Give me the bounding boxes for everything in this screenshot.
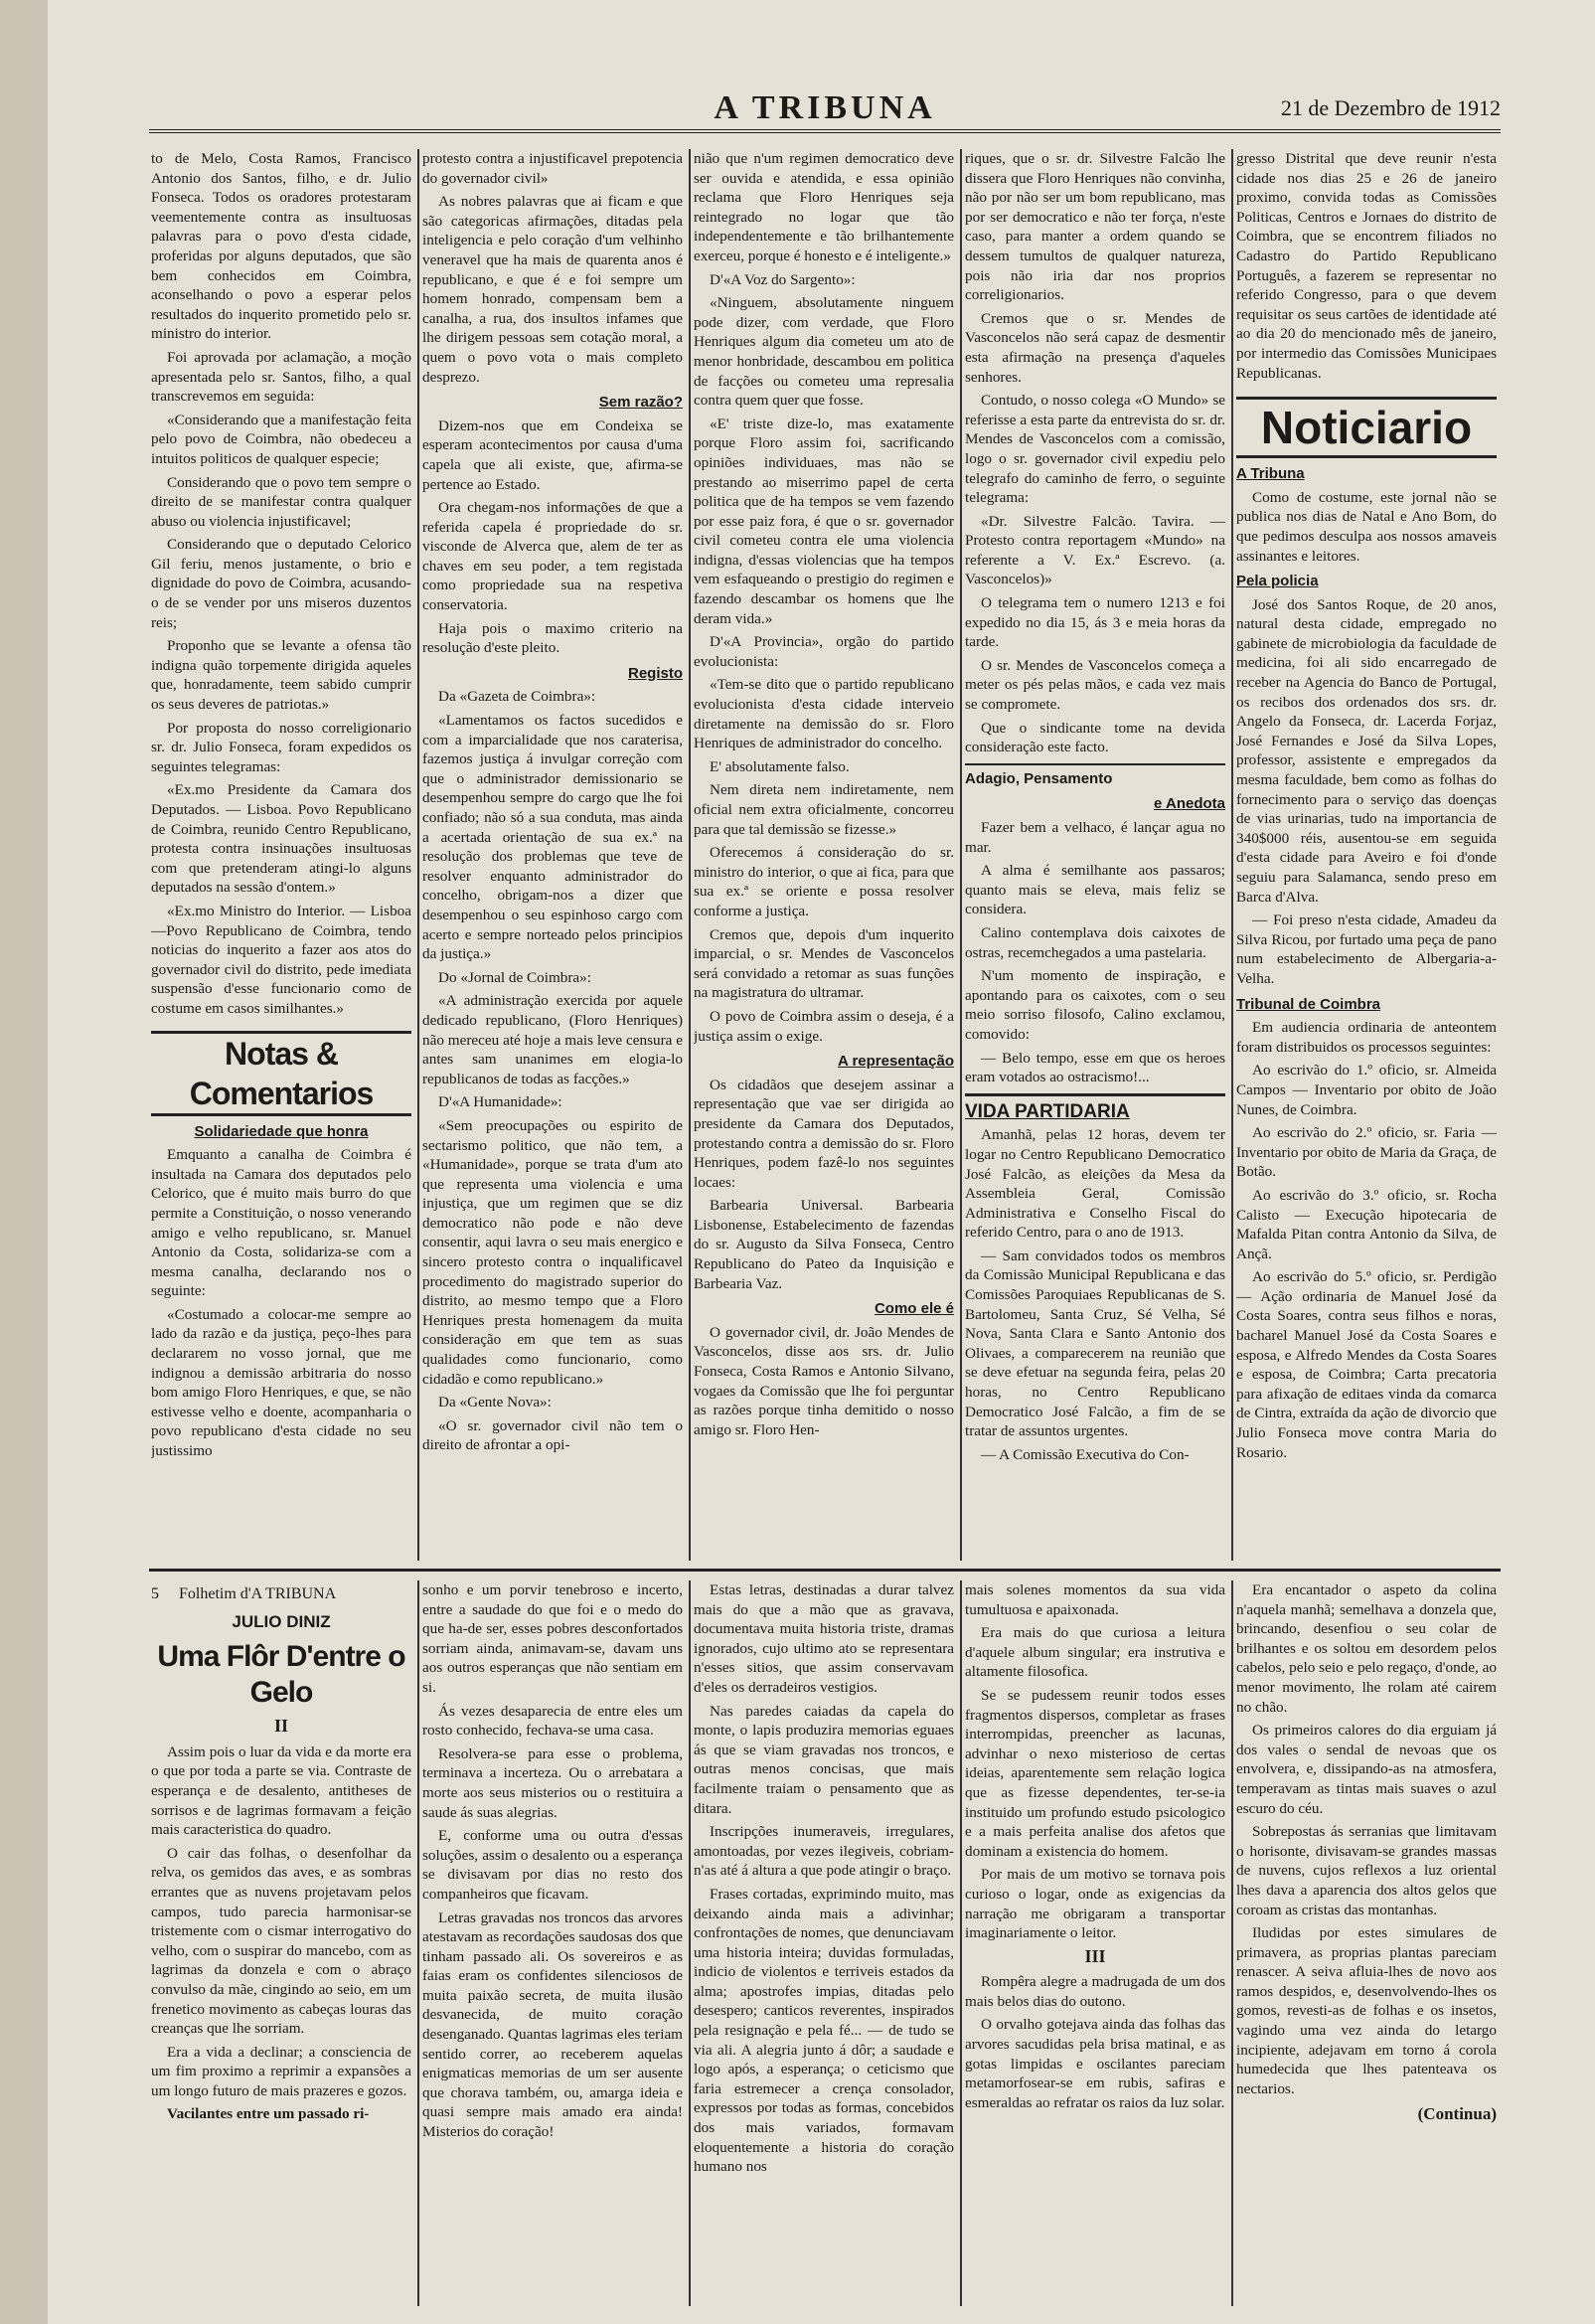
paragraph: Cremos que o sr. Mendes de Vasconcelos não será capaz de desmentir esta afirmação na presença d'aqueles senhores. <box>965 309 1225 386</box>
article-heading: Como ele é <box>874 1300 954 1318</box>
paragraph: Ás vezes desaparecia de entre eles um rosto conhecido, fechava-se uma casa. <box>422 1702 683 1740</box>
paragraph: nião que n'um regimen democratico deve ser ouvida e atendida, e essa opinião reclama que Floro Henriques seja reintegrado no logar que tão independentemente e tão brilhantemente exerceu, porque é honesto e é inteligente.» <box>694 150 954 264</box>
paragraph: «Dr. Silvestre Falcão. Tavira. — Protesto contra reportagem «Mundo» na referente a V. Ex.ª Escrevo. (a. Vasconcelos)» <box>965 512 1225 588</box>
paragraph: «Costumado a colocar-me sempre ao lado da razão e da justiça, peço-lhes para declararem no vosso jornal, que me indignou a demissão arbitraria do nosso bom amigo Floro Henriques, e que, se não estivesse velho e doente, acompanharia o povo republicano d'esta cidade no seu justissimo <box>151 1305 411 1460</box>
paragraph: Era mais do que curiosa a leitura d'aquele album singular; era instrutiva e altamente filosofica. <box>965 1624 1225 1681</box>
paragraph: gresso Distrital que deve reunir n'esta cidade nos dias 25 e 26 de janeiro proximo, convida todas as Comissões Politicas, Centros e Jornaes do distrito de Coimbra, que se encontrem filiados no Cadastro do Partido Republicano Português, a fazerem se representar no referido Congresso, para o que devem requisitar os seus cartões de identidade até ao dia 20 do mencionado mês de janeiro, por intermedio das Comissões Municipaes Republicanas. <box>1236 150 1497 382</box>
paragraph: Fazer bem a velhaco, é lançar agua no mar. <box>965 819 1225 856</box>
paragraph: Amanhã, pelas 12 horas, devem ter logar no Centro Republicano Democratico José Falcão, as eleições da Mesa da Assembleia Geral, Comissão Administrativa e Conselho Fiscal do referido Centro, para o ano de 1913. <box>965 1126 1225 1242</box>
paragraph: Os cidadãos que desejem assinar a representação que vae ser dirigida ao presidente da Camara dos Deputados, protestando contra a demissão do sr. Floro Henriques, podem fazê-lo nos seguintes locaes: <box>694 1076 954 1191</box>
paragraph: Haja pois o maximo criterio na resolução d'este pleito. <box>422 619 683 657</box>
column-rule <box>1231 149 1233 1561</box>
masthead <box>149 89 1501 133</box>
paragraph: Frases cortadas, exprimindo muito, mas deixando ainda mais a adivinhar; confrontações de nomes, que denunciavam uma historia inteira; duvidas formuladas, indicio de violentos e terriveis estados da alma; apostrofes impias, ditadas pelo desespero; canticos reverentes, inspirados pela resignação e pela fé... — de tudo se via ali. A alegria junto á dôr; a saudade e logo após, a esperança; o ceticismo que faria estremecer a crença consolador, expressos por todas as formas, concebidos dos mais variados, formavam eloquentemente a historia do coração humano nos <box>694 1885 954 2176</box>
paragraph: Do «Jornal de Coimbra»: <box>438 968 591 986</box>
article-heading: Registo <box>627 664 683 682</box>
column-2 <box>422 149 683 1561</box>
paragraph: Por mais de um motivo se tornava pois curioso o logar, onde as exigencias da narração me obrigaram a transportar imaginariamente o leitor. <box>965 1866 1225 1942</box>
paragraph: O governador civil, dr. João Mendes de Vasconcelos, disse aos srs. dr. Julio Fonseca, Costa Ramos e Antonio Silvano, vogaes da Comissão que lhe foi perguntar as razões porque tinha demitido o nosso amigo sr. Floro Hen- <box>694 1323 954 1438</box>
paragraph: «Ninguem, absolutamente ninguem pode dizer, com verdade, que Floro Henriques algum dia cometeu um ato de menor honbridade, descambou em politica de facções ou cometeu uma represalia contra quem quer que fosse. <box>694 294 954 410</box>
column-4 <box>965 149 1225 1561</box>
paragraph: «E' triste dize-lo, mas exatamente porque Floro assim foi, sacrificando opiniões individuaes, mas não se prestando ao miserrimo papel de certa politica que de ha tempos se vem fazendo por esse paiz fora, é que o sr. governador civil cometeu contra ele uma violencia indigna, d'essas violencias que ha tempos vem esfaqueando o prestigio do regimen e fazendo descambar os homens que lhe deram vida.» <box>694 415 954 627</box>
paragraph: Nem direta nem indiretamente, nem oficial nem extra oficialmente, concorreu para que tal demissão se fizesse.» <box>694 781 954 838</box>
column-rule <box>1231 1580 1233 2306</box>
column-5 <box>1236 149 1497 1561</box>
paragraph: Sobrepostas ás serranias que limitavam o horisonte, divisavam-se grandes massas de nuvens, cujos reflexos a luz oriental lhes dava a aparencia dos altos gelos que coroam as cristas das montanhas. <box>1236 1823 1497 1918</box>
paragraph: As nobres palavras que ai ficam e que são categoricas afirmações, ditadas pela inteligencia e pelo coração d'um velhinho veneravel que ha mais de quarenta anos é republicano, e que é e foi sempre um homem honrado, compensam bem a canalha, a rua, dos insultos infames que lhe dirigem pessoas sem cotação moral, a quem o povo vota o mais completo desprezo. <box>422 193 683 386</box>
column-rule <box>689 1580 691 2306</box>
article-heading: Sem razão? <box>598 394 683 412</box>
section-title: Noticiario <box>1236 397 1497 458</box>
paragraph: O sr. Mendes de Vasconcelos começa a meter os pés pelas mãos, e cada vez mais se compromete. <box>965 656 1225 714</box>
paragraph: — Belo tempo, esse em que os heroes eram votados ao ostracismo!... <box>965 1049 1225 1086</box>
paragraph: Como de costume, este jornal não se publica nos dias de Natal e Ano Bom, do que pedimos desculpa aos nossos amaveis assinantes e leitores. <box>1236 488 1497 565</box>
chapter-number: III <box>1084 1945 1106 1966</box>
article-heading: Tribunal de Coimbra <box>1236 995 1381 1013</box>
author: JULIO DINIZ <box>232 1611 331 1631</box>
section-title: Notas & Comentarios <box>151 1031 411 1116</box>
column-rule <box>417 1580 419 2306</box>
folhetim-column-3 <box>694 1580 954 2306</box>
page-edge <box>0 0 48 2324</box>
article-heading: VIDA PARTIDARIA <box>965 1093 1225 1122</box>
paragraph: O telegrama tem o numero 1213 e foi expedido no dia 15, ás 3 e meia horas da tarde. <box>965 594 1225 651</box>
folhetim-column-2 <box>422 1580 683 2306</box>
paragraph: Ora chegam-nos informações de que a referida capela é propriedade do sr. visconde de Alverca que, alem de ter as chaves em seu poder, a tem registada como propriedade sua na respetiva conservatoria. <box>422 499 683 614</box>
folhetim-divider <box>149 1569 1501 1572</box>
article-heading: Pela policia <box>1236 573 1319 590</box>
paragraph: Foi aprovada por aclamação, a moção apresentada pelo sr. Santos, filho, a qual transcrevemos em seguida: <box>151 348 411 406</box>
paragraph: Nas paredes caiadas da capela do monte, o lapis produzira memorias eguaes ás que se viam gravadas nos troncos, e outras menos concisas, que mais facilmente traiam o pensamento que as ditara. <box>694 1702 954 1817</box>
paragraph: to de Melo, Costa Ramos, Francisco Antonio dos Santos, filho, e dr. Julio Fonseca. Todos os oradores protestaram veementemente contra as insultuosas palavras para o povo d'esta cidade, proferidas por alguns deputados, que são bem conhecidos em Coimbra, aconselhando o povo a esperar pelos resultados do inquerito prometido pelo sr. ministro do interior. <box>151 150 411 343</box>
paragraph: D'«A Voz do Sargento»: <box>710 270 856 288</box>
paragraph: Assim pois o luar da vida e da morte era o que por toda a parte se via. Contraste de esperança e de desalento, antitheses de sorrisos e de lagrimas formavam a feição mais caracteristica do quadro. <box>151 1743 411 1839</box>
folhetim-number: 5 <box>151 1585 159 1602</box>
paragraph: Dizem-nos que em Condeixa se esperam acontecimentos por causa d'uma capela que ali existe, que, afirma-se pertence ao Estado. <box>422 416 683 493</box>
article-heading: Adagio, Pensamento <box>965 763 1225 789</box>
paragraph: Da «Gente Nova»: <box>438 1394 552 1411</box>
paragraph: Estas letras, destinadas a durar talvez mais do que a mão que as gravava, documentava muita historia triste, dramas ignorados, cujo ultimo ato se representara n'esses sitios, que assim conservavam d'eles os derradeiros vestigios. <box>694 1581 954 1696</box>
paragraph: «Ex.mo Ministro do Interior. — Lisboa—Povo Republicano de Coimbra, tendo noticias do inquerito a fazer aos atos do governador civil do distrito, pede imediata suspensão d'esse funcionario como de costume em casos similhantes.» <box>151 902 411 1017</box>
newspaper-title: A TRIBUNA <box>714 89 936 126</box>
paragraph: riques, que o sr. dr. Silvestre Falcão lhe dissera que Floro Henriques não convinha, não por não ser um bom republicano, mas por ser democratico e não ter força, n'este caso, para manter a ordem quando se dessem tumultos de qualquer natureza, pois não iria dar nos proprios correligionarios. <box>965 150 1225 304</box>
folhetim-header <box>151 1584 411 1604</box>
paragraph: Se se pudessem reunir todos esses fragmentos dispersos, completar as frases interrompidas, preencher as lacunas, advinhar o nexo misterioso de certas ideias, aparentemente sem relação logica que as fizesse dependentes, ter-se-ia instituido um profundo estudo psicologico e a mais perfeita analise dos afetos que dominam a existencia do homem. <box>965 1686 1225 1860</box>
folhetim-column-5 <box>1236 1580 1497 2306</box>
column-1 <box>151 149 411 1561</box>
paragraph: Contudo, o nosso colega «O Mundo» se referisse a esta parte da entrevista do sr. dr. Mendes de Vasconcelos com a comissão, logo o sr. governador civil expediu pelo telegrafo do caminho de ferro, o seguinte telegrama: <box>965 392 1225 507</box>
paragraph: E' absolutamente falso. <box>710 757 850 775</box>
paragraph: Vacilantes entre um passado ri- <box>167 2105 370 2123</box>
issue-date: 21 de Dezembro de 1912 <box>1280 95 1501 120</box>
paragraph: O orvalho gotejava ainda das folhas das arvores sacudidas pela brisa matinal, e as gotas limpidas e oscilantes pareciam metamorfosear-se em rubis, safiras e esmeraldas ao refratar os raios da luz solar. <box>965 2016 1225 2111</box>
paragraph: «A administração exercida por aquele dedicado republicano, (Floro Henriques) não mereceu até hoje a mais leve censura e antes sam unanimes em elogia-lo republicanos de todas as facções.» <box>422 992 683 1087</box>
paragraph: — Sam convidados todos os membros da Comissão Municipal Republicana e das Comissões Paroquiaes Republicanas de S. Bartolomeu, Santa Cruz, Sé Velha, Sé Nova, Santa Clara e Santo Antonio dos Olivaes, a comparecerem na reunião que se deve efetuar na segunda feira, pelas 20 horas, no Centro Republicano Democratico José Falcão, a fim de se tratar de assuntos urgentes. <box>965 1246 1225 1440</box>
paragraph: «Lamentamos os factos sucedidos e com a imparcialidade que nos caraterisa, fazemos justiça á invulgar correção com que o administrador demissionario se desempenhou sempre do cargo que lhe foi confiado; não só a sua conduta, mas ainda a acertada orientação de sua ex.ª na resolução dos problemas que teve de resolver enquanto administrador do concelho, obrigam-nos a dizer que desempenhou o seu espinhoso cargo com acerto e sempre norteado pelos principios da justiça.» <box>422 712 683 963</box>
paragraph: mais solenes momentos da sua vida tumultuosa e apaixonada. <box>965 1581 1225 1618</box>
article-heading: A representação <box>838 1053 954 1071</box>
paragraph: Proponho que se levante a ofensa tão indigna quão torpemente dirigida aqueles que, honradamente, teem sabido cumprir os seus deveres de patriotas.» <box>151 637 411 714</box>
folhetim-column-4 <box>965 1580 1225 2306</box>
paragraph: Barbearia Universal. Barbearia Lisbonense, Estabelecimento de fazendas do sr. Augusto da Silva Fonseca, Centro Republicano do Pateo da Inquisição e Barbearia Vaz. <box>694 1197 954 1292</box>
paragraph: Em audiencia ordinaria de anteontem foram distribuidos os processos seguintes: <box>1236 1019 1497 1056</box>
paragraph: Letras gravadas nos troncos das arvores atestavam as recordações saudosas dos que tinham passado ali. Os sovereiros e as faias eram os confidentes silenciosos de muita paixão secreta, de muita ilusão desvanecida, de muito coração desenganado. Quantas lagrimas eles teriam sentido correr, ao receberem aquelas enigmaticas memorias de um ser ausente que chorava também, ou, amarga ideia e quasi sempre mais amado era ainda! Misterios do coração! <box>422 1909 683 2141</box>
paragraph: O cair das folhas, o desenfolhar da relva, os gemidos das aves, e as sombras errantes que as nuvens projetavam pelos campos, tudo parecia harmonisar-se tristemente com o cismar interrogativo do velho, com o suspirar do mancebo, com as lagrimas da donzela e com o abraço convulso da mãe, cingindo ao seio, em um frenetico movimento as cabeças louras das creanças que lhe sorriam. <box>151 1844 411 2038</box>
paragraph: Rompêra alegre a madrugada de um dos mais belos dias do outono. <box>965 1973 1225 2010</box>
paragraph: «Tem-se dito que o partido republicano evolucionista d'esta cidade interveio diretamente na demissão do sr. Floro Henriques de administrador do concelho. <box>694 676 954 752</box>
paragraph: protesto contra a injustificavel prepotencia do governador civil» <box>422 150 683 187</box>
column-3 <box>694 149 954 1561</box>
article-heading: e Anedota <box>1154 795 1225 813</box>
paragraph: «Sem preocupações ou espirito de sectarismo politico, que não tem, a «Humanidade», porque se trata d'um ato que representa uma violencia e uma injustiça, que um regimen que se diz democratico não pode e não deve consentir, aqui lavra o seu mais energico e sincero protesto contra o inqualificavel procedimento do magistrado superior do distrito, ao mesmo tempo que a Floro Henriques presta homenagem da muita consideração em que tem as suas qualidades como funcionario, como cidadão e como republicano.» <box>422 1116 683 1388</box>
paragraph: Ao escrivão do 1.º oficio, sr. Almeida Campos — Inventario por obito de João Nunes, de Coimbra. <box>1236 1062 1497 1118</box>
paragraph: Ao escrivão do 2.º oficio, sr. Faria — Inventario por obito de Maria da Graça, de Botão. <box>1236 1124 1497 1181</box>
paragraph: Era a vida a declinar; a consciencia de um fim proximo a reprimir a expansões a um longo futuro de mais prazeres e gozos. <box>151 2043 411 2099</box>
paragraph: Inscripções inumeraveis, irregulares, amontoadas, por vezes ilegiveis, cobriam-n'as até á altura a que pode atingir o braço. <box>694 1823 954 1880</box>
paragraph: Por proposta do nosso correligionario sr. dr. Julio Fonseca, foram expedidos os seguintes telegramas: <box>151 719 411 775</box>
paragraph: «O sr. governador civil não tem o direito de afrontar a opi- <box>422 1416 683 1454</box>
paragraph: Ao escrivão do 5.º oficio, sr. Perdigão — Ação ordinaria de Manuel José da Costa Soares, contra seus filhos e noras, bacharel Manuel José da Costa Soares e esposa, e Alfredo Mendes da Costa Soares e esposa, de Coimbra; Carta precatoria para afixação de editaes vinda da comarca de Cintra, extraída da ação de divorcio que Julio Fonseca move contra Maria do Rosario. <box>1236 1268 1497 1461</box>
folhetim-label: Folhetim d'A TRIBUNA <box>179 1585 337 1602</box>
paragraph: E, conforme uma ou outra d'essas soluções, assim o desalento ou a esperança se divisavam por dias no resto dos companheiros que ficavam. <box>422 1827 683 1903</box>
article-heading: A Tribuna <box>1236 465 1305 483</box>
column-rule <box>417 149 419 1561</box>
paragraph: Da «Gazeta de Coimbra»: <box>438 688 596 706</box>
paragraph: Considerando que o deputado Celorico Gil feriu, menos justamente, o brio e dignidade do povo de Coimbra, acusando-o de se vender por uns miseros duzentos reis; <box>151 536 411 631</box>
novel-title: Uma Flôr D'entre o Gelo <box>157 1640 405 1710</box>
paragraph: D'«A Provincia», orgão do partido evolucionista: <box>694 633 954 670</box>
paragraph: Ao escrivão do 3.º oficio, sr. Rocha Calisto — Execução hipotecaria de Mafalda Pitan contra Antonio da Silva, de Ançã. <box>1236 1186 1497 1262</box>
paragraph: — Foi preso n'esta cidade, Amadeu da Silva Ricou, por furtado uma peça de pano num estabelecimento de Albergaria-a-Velha. <box>1236 912 1497 987</box>
paragraph: A alma é semilhante aos passaros; quanto mais se eleva, mais feliz se considera. <box>965 862 1225 918</box>
paragraph: Resolvera-se para esse o problema, terminava a incerteza. Ou o arrebatara a morte aos seus misterios ou o restituira a saude ás suas alegrias. <box>422 1744 683 1821</box>
paragraph: Que o sindicante tome na devida consideração este facto. <box>965 719 1225 756</box>
paragraph: N'um momento de inspiração, e apontando para os caixotes, com o seu meio sorriso filosofo, Calino exclamou, comovido: <box>965 967 1225 1043</box>
paragraph: — A Comissão Executiva do Con- <box>981 1445 1190 1463</box>
paragraph: Emquanto a canalha de Coimbra é insultada na Camara dos deputados pelo Celorico, que é muito mais burro do que permite a Constituição, o nosso venerando amigo e velho republicano, sr. Manuel Antonio da Costa, solidariza-se com a mesma canalha, declarando nos o seguinte: <box>151 1146 411 1300</box>
paragraph: Calino contemplava dois caixotes de ostras, recemchegados a uma pastelaria. <box>965 923 1225 961</box>
column-rule <box>689 149 691 1561</box>
paragraph: Era encantador o aspeto da colina n'aquela manhã; semelhava a donzela que, brincando, desenfiou o seu colar de brilhantes e os soltou em desordem pelos cabelos, pelo seio e pelo regaço, d'onde, ao menor movimento, lhe rolam até cairem no chão. <box>1236 1581 1497 1716</box>
column-rule <box>960 1580 962 2306</box>
paragraph: Cremos que, depois d'um inquerito imparcial, o sr. Mendes de Vasconcelos será convidado a retomar as suas funções na magistratura do ultramar. <box>694 925 954 1002</box>
paragraph: Oferecemos á consideração do sr. ministro do interior, o que ai fica, para que sua ex.ª se oriente e possa resolver conforme a justiça. <box>694 844 954 919</box>
chapter-number: II <box>273 1716 288 1737</box>
paragraph: José dos Santos Roque, de 20 anos, natural desta cidade, empregado no gabinete de microbiologia da faculdade de medicina, foi ali sido encarregado de receber na Agencia do Banco de Portugal, os recibos dos ordenados dos srs. dr. Angelo da Fonseca, dr. Lacerda Forjaz, José Fernandes e José da Silva Lopes, professor, assistente e empregados da mesma faculdade, bem como as folhas do fornecimento para o serviço das doenças de vias urinarias, tudo na importancia de 340$000 réis, ausentou-se em seguida d'esta cidade para Aveiro e foi d'onde seguiu para Salamanca, sendo preso em Barca d'Alva. <box>1236 595 1497 906</box>
column-rule <box>960 149 962 1561</box>
paragraph: «Considerando que a manifestação feita pelo povo de Coimbra, não obedeceu a intuitos politicos de qualquer especie; <box>151 411 411 467</box>
continued-note: (Continua) <box>1417 2104 1497 2124</box>
paragraph: «Ex.mo Presidente da Camara dos Deputados. — Lisboa. Povo Republicano de Coimbra, reunido Centro Republicano, protesta contra insinuações insultuosas com que pretenderam atingi-lo alguns deputados na sessão d'ontem.» <box>151 781 411 897</box>
article-heading: Solidariedade que honra <box>194 1122 369 1140</box>
paragraph: D'«A Humanidade»: <box>438 1093 562 1111</box>
folhetim-column-1 <box>151 1580 411 2306</box>
paragraph: Iludidas por estes simulares de primavera, as proprias plantas pareciam renascer. A seiva afluia-lhes de novo aos ramos despidos, e, desenvolvendo-lhes os gomos, revesti-as de folhas e os insetos, vagindo uma vez ainda do letargo incipiente, adejavam em torno á corola humedecida que lhes patenteava os nectarios. <box>1236 1924 1497 2097</box>
paragraph: O povo de Coimbra assim o deseja, é a justiça assim o exige. <box>694 1007 954 1045</box>
paragraph: Os primeiros calores do dia erguiam já dos vales o sendal de nevoas que os envolvera, e, dissipando-as na atmosfera, temperavam as tintas mais suaves o azul escuro do céu. <box>1236 1722 1497 1817</box>
paragraph: sonho e um porvir tenebroso e incerto, entre a saudade do que foi e o medo do que ha-de ser, esses pobres desconfortados sorriam ainda, animavam-se, davam uns aos outros esperanças que não sentiam em si. <box>422 1581 683 1696</box>
paragraph: Considerando que o povo tem sempre o direito de se manifestar contra qualquer abuso ou violencia injustificavel; <box>151 473 411 530</box>
